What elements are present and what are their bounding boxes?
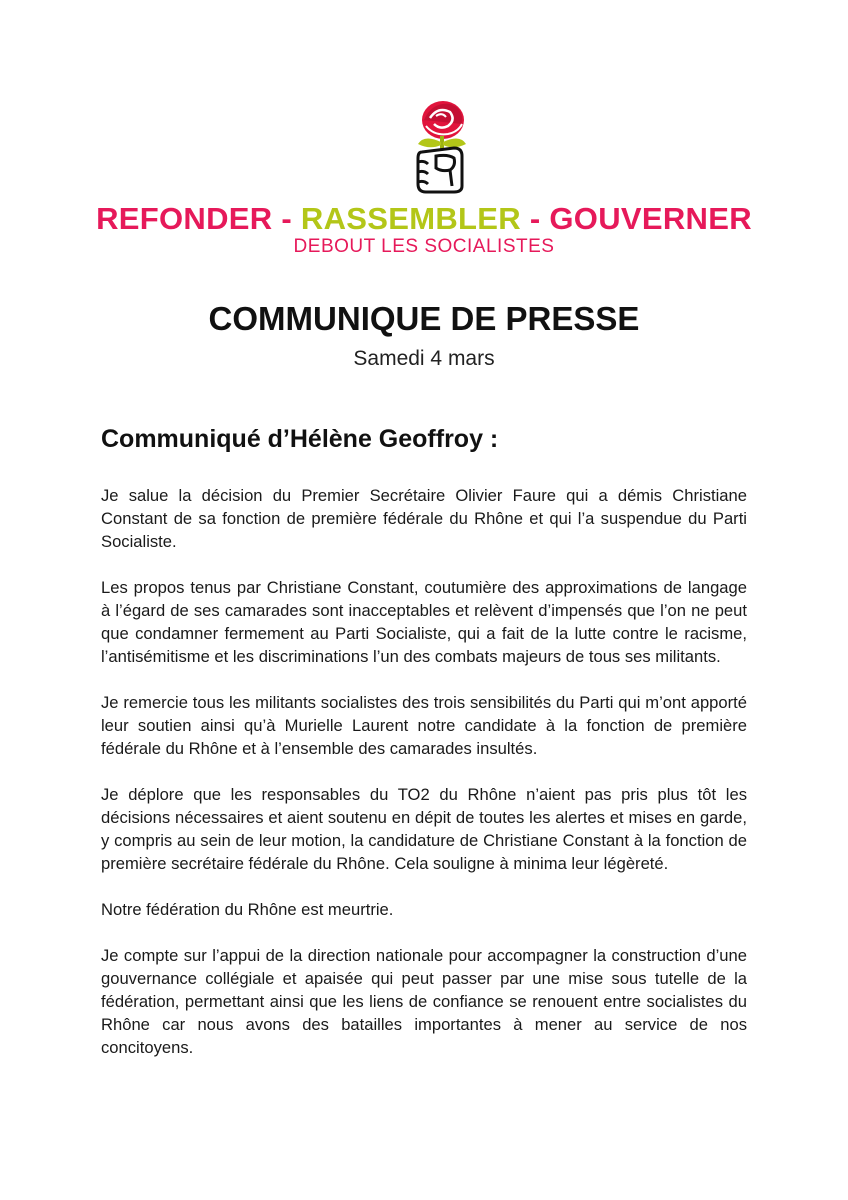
communique-subheading: Communiqué d’Hélène Geoffroy : [101,425,499,453]
slogan-rassembler: RASSEMBLER [300,201,521,236]
party-slogan [0,201,848,237]
paragraph: Notre fédération du Rhône est meurtrie. [101,900,394,919]
paragraph: Je salue la décision du Premier Secrétaire Olivier Faure qui a démis Christiane Constant de sa fonction de première fédérale du Rhône et qui l’a suspendue du Parti Socialiste. [101,486,747,551]
slogan-gouverner: - GOUVERNER [520,201,752,236]
page-title: COMMUNIQUE DE PRESSE [208,300,640,337]
press-release-date: Samedi 4 mars [353,347,495,370]
rose-in-fist-icon [404,98,480,194]
paragraph: Les propos tenus par Christiane Constant, coutumière des approximations de langage à l’égard de ses camarades sont inacceptables et relèvent d’impensés que l’on ne peut que condamner fermement au Parti Socialiste, qui a fait de la lutte contre le racisme, l’antisémitisme et les discriminations l’un des combats majeurs de tous ses militants. [101,578,747,666]
slogan-refonder: REFONDER - [96,201,301,236]
sub-slogan: DEBOUT LES SOCIALISTES [293,236,555,257]
paragraph: Je déplore que les responsables du TO2 du Rhône n’aient pas pris plus tôt les décisions nécessaires et aient soutenu en dépit de toutes les alertes et mises en garde, y compris au sein de leur motion, la candidature de Christiane Constant à la fonction de première secrétaire fédérale du Rhône. Cela souligne à minima leur légèreté. [101,785,747,873]
paragraph: Je compte sur l’appui de la direction nationale pour accompagner la construction d’une gouvernance collégiale et apaisée qui peut passer par une mise sous tutelle de la fédération, permettant ainsi que les liens de confiance se renouent entre socialistes du Rhône car nous avons des batailles importantes à mener au service de nos concitoyens. [101,946,747,1057]
paragraph: Je remercie tous les militants socialistes des trois sensibilités du Parti qui m’ont apporté leur soutien ainsi qu’à Murielle Laurent notre candidate à la fonction de première fédérale du Rhône et à l’ensemble des camarades insultés. [101,693,747,758]
communique-body [101,484,747,1082]
